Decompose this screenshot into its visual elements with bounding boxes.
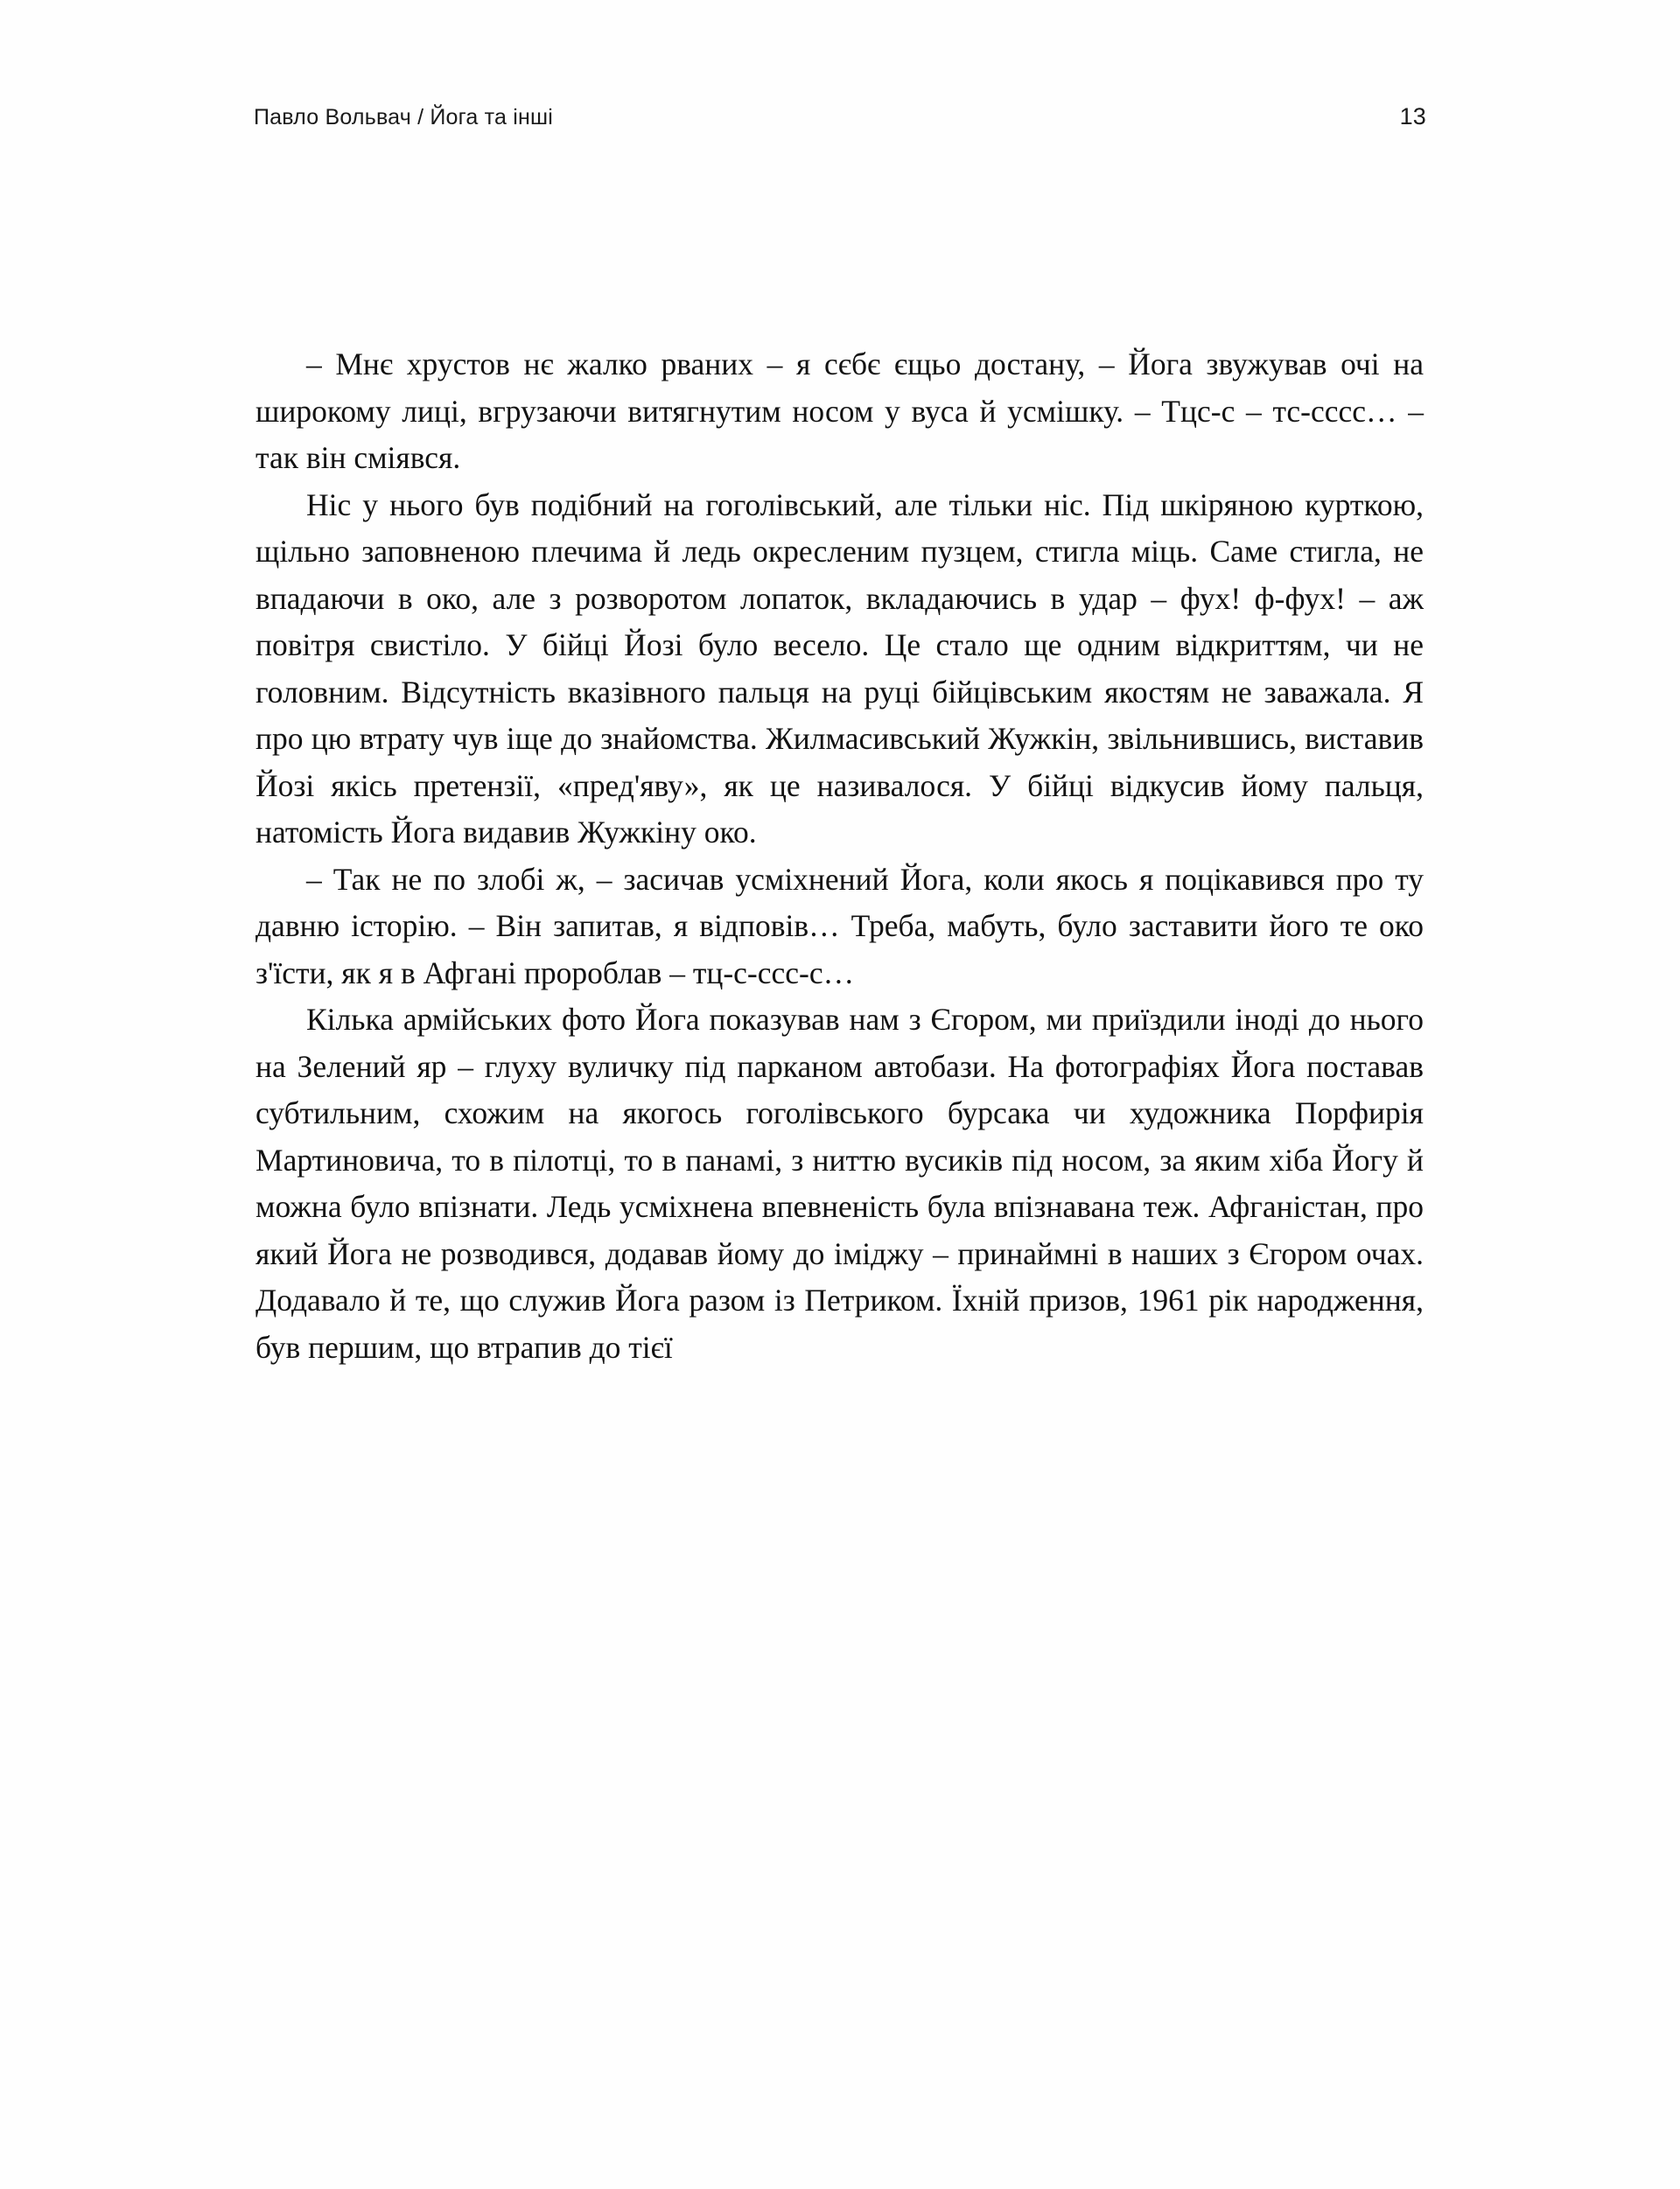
page-number: 13	[1399, 103, 1426, 129]
running-head-title: Павло Вольвач / Йога та інші	[254, 105, 554, 129]
paragraph: – Так не по злобі ж, – засичав усміхнений Йога, коли якось я поцікавився про ту давню історію. – Він запитав, я відповів… Треба, мабуть, було заставити його те око з'їсти, як я в Афгані пророблав – тц-с-ссс-с…	[256, 861, 1424, 990]
running-head	[254, 103, 1426, 130]
paragraph: Ніс у нього був подібний на гоголівський, але тільки ніс. Під шкіряною курткою, щільно заповненою плечима й ледь окресленим пузцем, стигла міць. Саме стигла, не впадаючи в око, але з розворотом лопаток, вкладаючись в удар – фух! ф-фух! – аж повітря свистіло. У бійці Йозі було весело. Це стало ще одним відкриттям, чи не головним. Відсутність вказівного пальця на руці бійцівським якостям не заважала. Я про цю втрату чув іще до знайомства. Жилмасивський Жужкін, звільнившись, виставив Йозі якісь претензії, «пред'яву», як це називалося. У бійці відкусив йому пальця, натомість Йога видавив Жужкіну око.	[256, 486, 1424, 850]
body-text	[256, 341, 1424, 1371]
paragraph: Кілька армійських фото Йога показував нам з Єгором, ми приїздили іноді до нього на Зелений яр – глуху вуличку під парканом автобази. На фотографіях Йога поставав субтильним, схожим на якогось гоголівського бурсака чи художника Порфирія Мартиновича, то в пілотці, то в панамі, з ниттю вусиків під носом, за яким хіба Йогу й можна було впізнати. Ледь усміхнена впевненість була впізнавана теж. Афганістан, про який Йога не розводився, додавав йому до іміджу – принаймні в наших з Єгором очах. Додавало й те, що служив Йога разом із Петриком. Їхній призов, 1961 рік народження, був першим, що втрапив до тієї	[256, 1002, 1424, 1365]
paragraph: – Мнє хрустов нє жалко рваних – я сєбє єщьо достану, – Йога звужував очі на широкому лиці, вгрузаючи витягнутим носом у вуса й усмішку. – Тцс-с – тс-ссcс… – так він сміявся.	[256, 346, 1424, 475]
